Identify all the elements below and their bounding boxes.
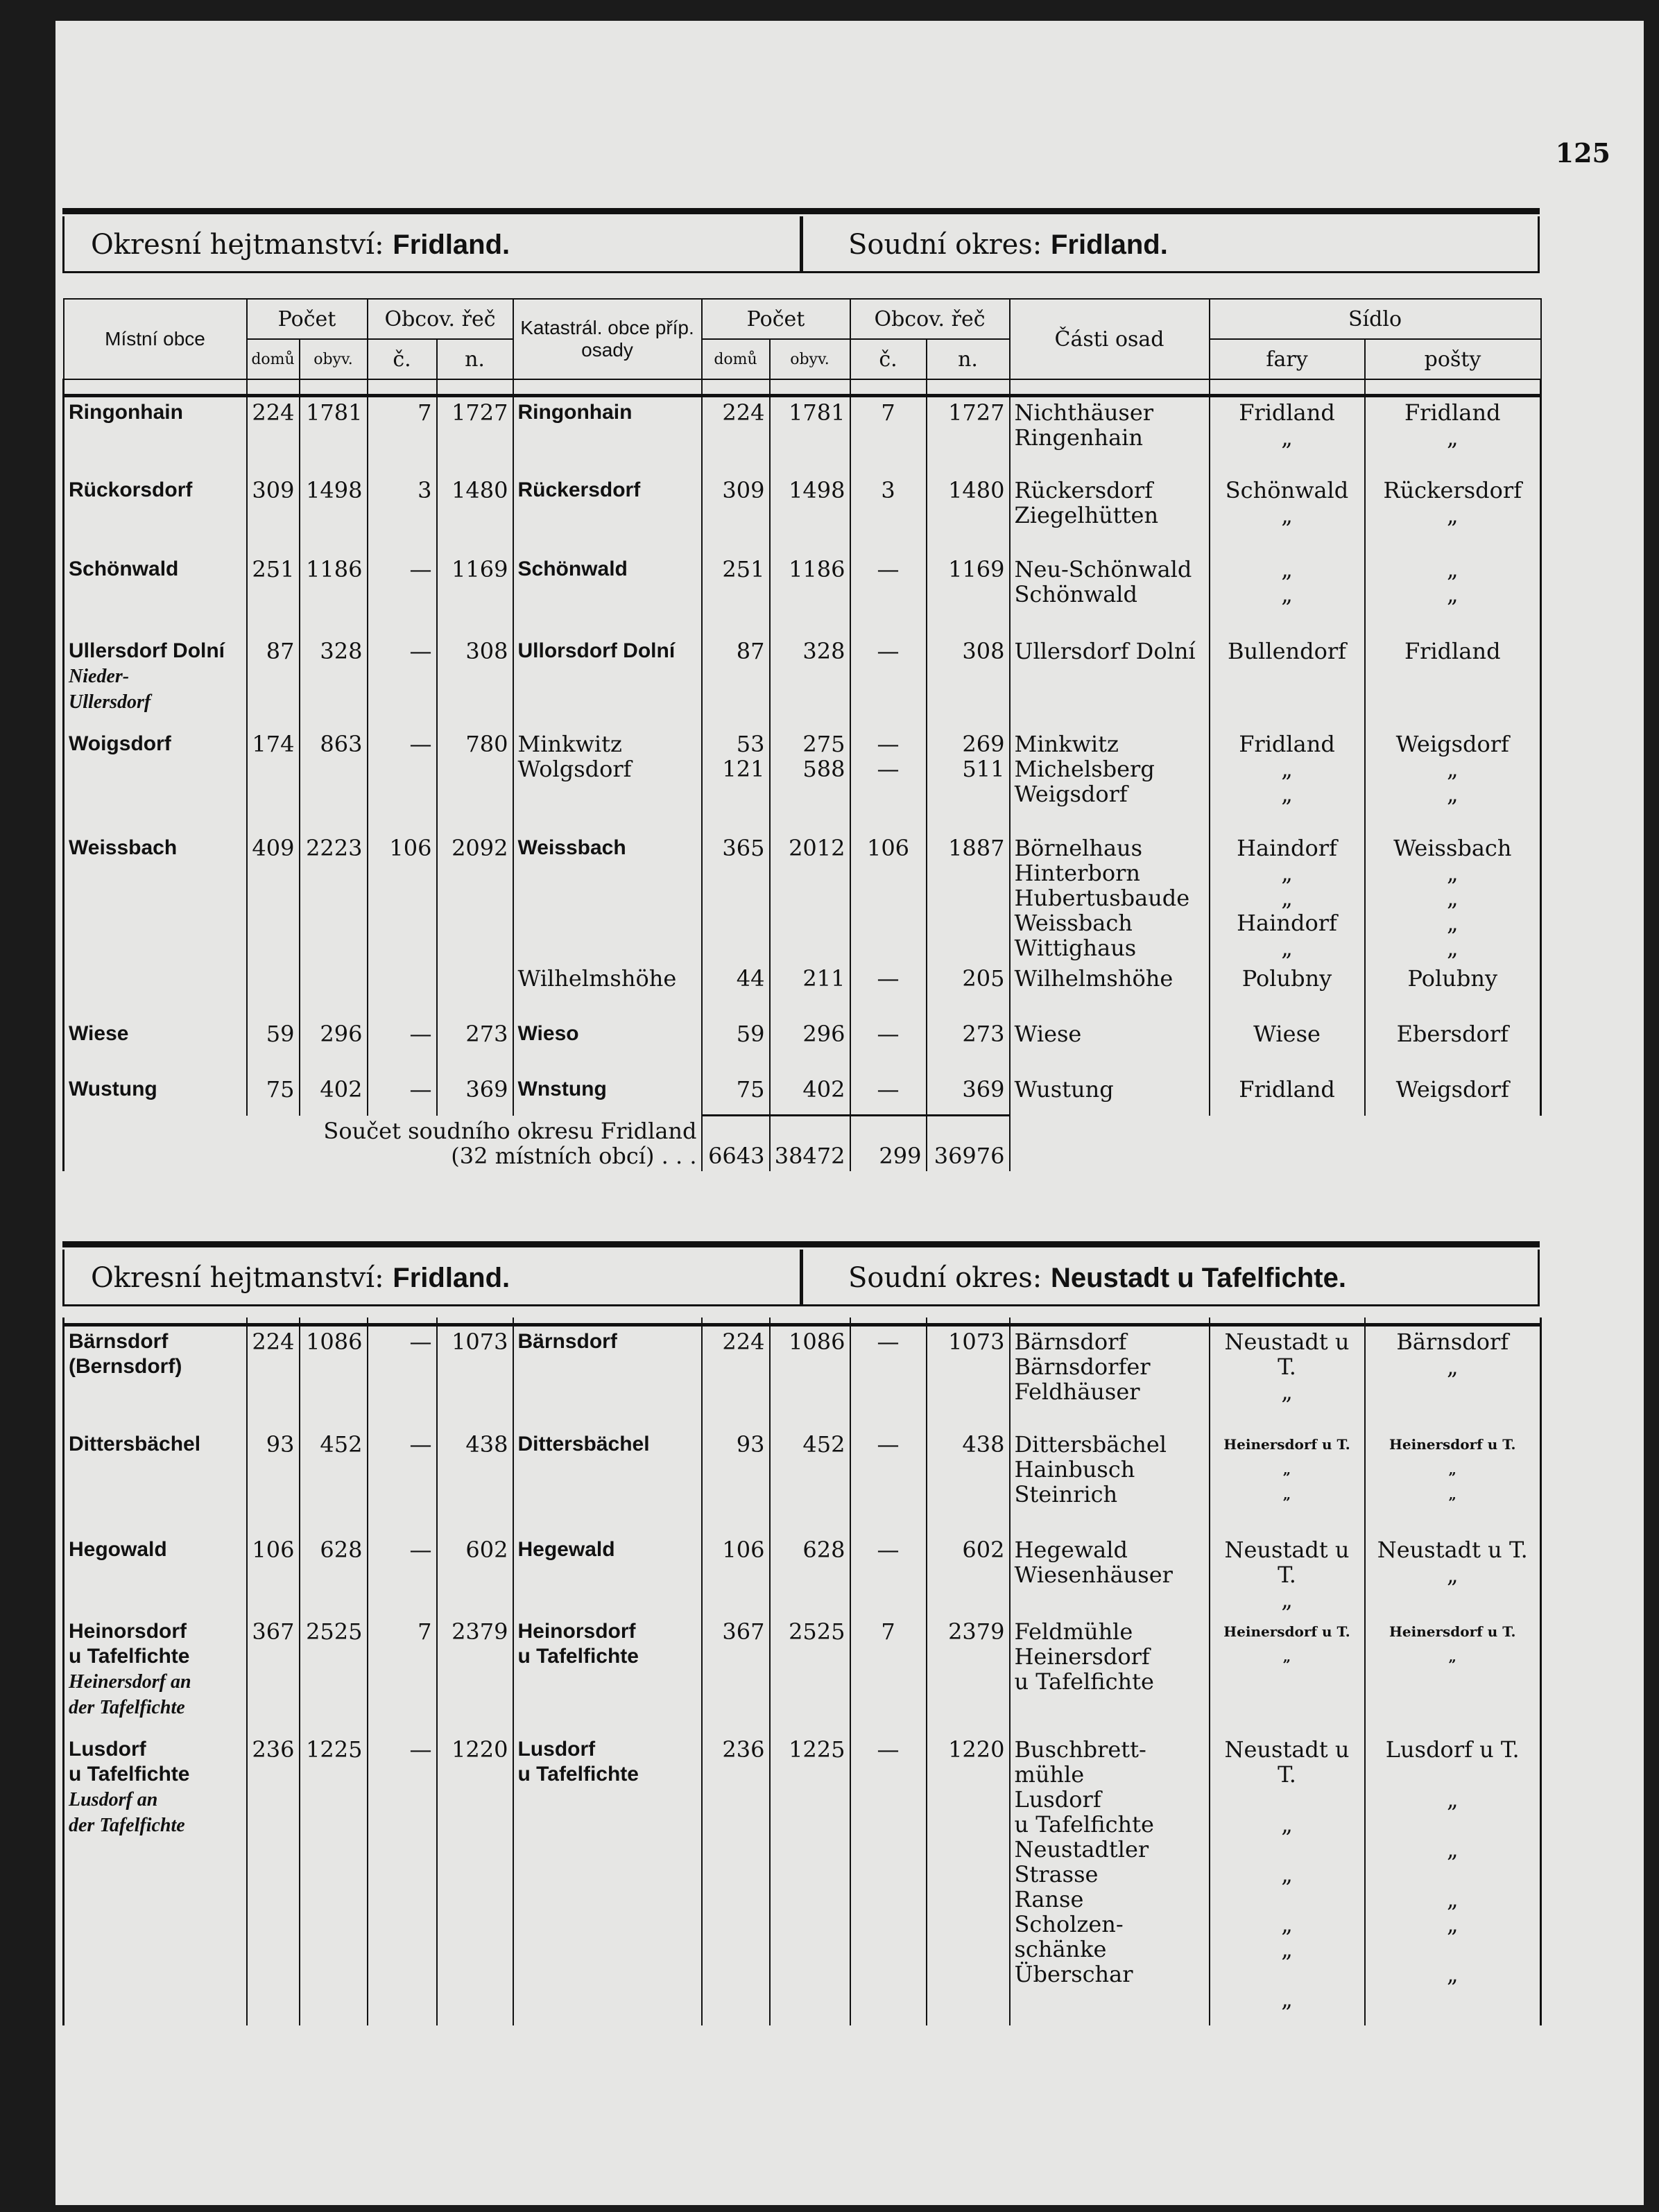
population-count: 2525 bbox=[300, 1616, 368, 1734]
post-office-seat: Bärnsdorf „ bbox=[1365, 1325, 1541, 1429]
settlement-parts: Buschbrett- mühle Lusdorf u Tafelfichte Neustadtler Strasse Ranse Scholzen- schänke Überschar bbox=[1010, 1734, 1210, 2025]
divider bbox=[800, 1250, 803, 1306]
german-speakers: 369 bbox=[437, 1074, 513, 1116]
cadastral-german: 1887 bbox=[927, 833, 1010, 963]
post-office-seat: „ „ bbox=[1365, 554, 1541, 636]
cadastral-houses: 75 bbox=[702, 1074, 770, 1116]
settlement-parts: Bärnsdorf Bärnsdorfer Feldhäuser bbox=[1010, 1325, 1210, 1429]
german-speakers: 780 bbox=[437, 729, 513, 833]
sum-czech: 299 bbox=[850, 1116, 927, 1171]
sum-houses: 6643 bbox=[702, 1116, 770, 1171]
table-body bbox=[64, 1317, 1541, 2025]
parish-seat: Fridland „ „ bbox=[1210, 729, 1365, 833]
parish-seat: Wiese bbox=[1210, 1019, 1365, 1074]
cadastral-houses: 106 bbox=[702, 1535, 770, 1616]
cadastral-name: Wilhelmshöhe bbox=[513, 963, 702, 1019]
parish-seat: Bullendorf bbox=[1210, 636, 1365, 729]
table-row bbox=[64, 1535, 1541, 1616]
header-pocet: Počet bbox=[702, 299, 850, 339]
population-count: 1781 bbox=[300, 396, 368, 475]
cadastral-houses: 87 bbox=[702, 636, 770, 729]
obec-name bbox=[64, 1325, 247, 1429]
table-row bbox=[64, 1734, 1541, 2025]
parish-seat: Schönwald „ bbox=[1210, 475, 1365, 554]
population-count bbox=[300, 963, 368, 1019]
cadastral-population: 1086 bbox=[770, 1325, 850, 1429]
obec-name bbox=[64, 1734, 247, 2025]
houses-count: 93 bbox=[247, 1429, 300, 1535]
czech-speakers: 7 bbox=[368, 396, 437, 475]
czech-speakers: — bbox=[368, 729, 437, 833]
post-office-seat: Fridland „ bbox=[1365, 396, 1541, 475]
header-posty: pošty bbox=[1365, 339, 1541, 379]
settlement-parts: Dittersbächel Hainbusch Steinrich bbox=[1010, 1429, 1210, 1535]
population-count: 1186 bbox=[300, 554, 368, 636]
soudni-label: Soudní okres: bbox=[848, 1262, 1042, 1294]
post-office-seat: Weissbach „ „ „ „ bbox=[1365, 833, 1541, 963]
post-office-seat: Heinersdorf u T. „ bbox=[1365, 1616, 1541, 1734]
cadastral-german: 1727 bbox=[927, 396, 1010, 475]
table-row bbox=[64, 554, 1541, 636]
cadastral-population: 296 bbox=[770, 1019, 850, 1074]
post-office-seat: Fridland bbox=[1365, 636, 1541, 729]
soudni-name: Fridland. bbox=[1050, 230, 1168, 260]
german-speakers: 2379 bbox=[437, 1616, 513, 1734]
houses-count: 409 bbox=[247, 833, 300, 963]
header-fary: fary bbox=[1210, 339, 1365, 379]
sum-row bbox=[64, 1116, 1541, 1171]
table-row bbox=[64, 1019, 1541, 1074]
okres-name: Fridland. bbox=[393, 1263, 510, 1293]
cadastral-german: 269 511 bbox=[927, 729, 1010, 833]
obec-title: Wiese bbox=[69, 1021, 129, 1045]
parish-seat: Fridland „ bbox=[1210, 396, 1365, 475]
houses-count: 251 bbox=[247, 554, 300, 636]
cadastral-czech: 106 bbox=[850, 833, 927, 963]
parish-seat: Neustadt u T. „ bbox=[1210, 1535, 1365, 1616]
obec-title: Lusdorf u Tafelfichte bbox=[69, 1737, 190, 1786]
table-row bbox=[64, 1074, 1541, 1116]
settlement-parts: Neu-Schönwald Schönwald bbox=[1010, 554, 1210, 636]
table-row bbox=[64, 1429, 1541, 1535]
czech-speakers: — bbox=[368, 554, 437, 636]
cadastral-german: 369 bbox=[927, 1074, 1010, 1116]
obec-title: Wustung bbox=[69, 1077, 157, 1100]
divider bbox=[64, 1317, 1541, 1325]
population-count: 402 bbox=[300, 1074, 368, 1116]
page-sheet bbox=[55, 21, 1644, 2205]
parish-seat: „ „ bbox=[1210, 554, 1365, 636]
german-speakers: 438 bbox=[437, 1429, 513, 1535]
cadastral-houses: 59 bbox=[702, 1019, 770, 1074]
houses-count: 309 bbox=[247, 475, 300, 554]
obec-german-name: Nieder- Ullersdorf bbox=[69, 665, 151, 713]
obec-title: Bärnsdorf (Bernsdorf) bbox=[69, 1330, 182, 1378]
obec-name bbox=[64, 1616, 247, 1734]
cadastral-population: 2012 bbox=[770, 833, 850, 963]
sum-label: Součet soudního okresu Fridland (32 místních obcí) . . . bbox=[64, 1116, 702, 1171]
table-row bbox=[64, 636, 1541, 729]
cadastral-houses: 367 bbox=[702, 1616, 770, 1734]
post-office-seat: Weigsdorf „ „ bbox=[1365, 729, 1541, 833]
cadastral-name: Wnstung bbox=[513, 1074, 702, 1116]
header-pocet: Počet bbox=[247, 299, 368, 339]
obec-title: Hegowald bbox=[69, 1537, 167, 1561]
german-speakers: 2092 bbox=[437, 833, 513, 963]
cadastral-czech: 3 bbox=[850, 475, 927, 554]
header-c: č. bbox=[850, 339, 927, 379]
obec-name bbox=[64, 636, 247, 729]
cadastral-german: 1480 bbox=[927, 475, 1010, 554]
german-speakers: 1220 bbox=[437, 1734, 513, 2025]
obec-title: Ullersdorf Dolní bbox=[69, 639, 225, 662]
cadastral-czech: — — bbox=[850, 729, 927, 833]
cadastral-houses: 93 bbox=[702, 1429, 770, 1535]
soudni-name: Neustadt u Tafelfichte. bbox=[1050, 1263, 1346, 1293]
cadastral-czech: — bbox=[850, 1074, 927, 1116]
cadastral-name: Heinorsdorf u Tafelfichte bbox=[513, 1616, 702, 1734]
settlement-parts: Börnelhaus Hinterborn Hubertusbaude Weissbach Wittighaus bbox=[1010, 833, 1210, 963]
header-casti-osad: Části osad bbox=[1010, 299, 1210, 379]
divider bbox=[62, 1241, 1540, 1247]
population-count: 1498 bbox=[300, 475, 368, 554]
czech-speakers: — bbox=[368, 1734, 437, 2025]
post-office-seat: Ebersdorf bbox=[1365, 1019, 1541, 1074]
table-row bbox=[64, 963, 1541, 1019]
post-office-seat: Polubny bbox=[1365, 963, 1541, 1019]
cadastral-name: Minkwitz Wolgsdorf bbox=[513, 729, 702, 833]
cadastral-german: 273 bbox=[927, 1019, 1010, 1074]
settlement-parts: Ullersdorf Dolní bbox=[1010, 636, 1210, 729]
czech-speakers: — bbox=[368, 1429, 437, 1535]
cadastral-houses: 251 bbox=[702, 554, 770, 636]
houses-count: 224 bbox=[247, 396, 300, 475]
population-count: 296 bbox=[300, 1019, 368, 1074]
header-obcov-rec: Obcov. řeč bbox=[368, 299, 513, 339]
district-header bbox=[62, 1250, 1540, 1306]
czech-speakers: — bbox=[368, 1325, 437, 1429]
population-count: 1086 bbox=[300, 1325, 368, 1429]
parish-seat: Heinersdorf u T. „ bbox=[1210, 1616, 1365, 1734]
cadastral-name: Rückersdorf bbox=[513, 475, 702, 554]
czech-speakers: — bbox=[368, 636, 437, 729]
cadastral-population: 328 bbox=[770, 636, 850, 729]
houses-count bbox=[247, 963, 300, 1019]
czech-speakers: — bbox=[368, 1074, 437, 1116]
cadastral-czech: 7 bbox=[850, 396, 927, 475]
post-office-seat: Rückersdorf „ bbox=[1365, 475, 1541, 554]
obec-name bbox=[64, 833, 247, 963]
obec-name bbox=[64, 1535, 247, 1616]
settlement-parts: Wilhelmshöhe bbox=[1010, 963, 1210, 1019]
houses-count: 87 bbox=[247, 636, 300, 729]
obec-german-name: Lusdorf an der Tafelfichte bbox=[69, 1788, 185, 1836]
cadastral-name: Hegewald bbox=[513, 1535, 702, 1616]
obec-name bbox=[64, 1019, 247, 1074]
cadastral-houses: 224 bbox=[702, 396, 770, 475]
settlement-parts: Rückersdorf Ziegelhütten bbox=[1010, 475, 1210, 554]
page-number: 125 bbox=[1555, 137, 1610, 169]
table-row bbox=[64, 729, 1541, 833]
cadastral-name: Bärnsdorf bbox=[513, 1325, 702, 1429]
header-obyv: obyv. bbox=[770, 339, 850, 379]
settlement-parts: Wiese bbox=[1010, 1019, 1210, 1074]
german-speakers: 308 bbox=[437, 636, 513, 729]
obec-german-name: Heinersdorf an der Tafelfichte bbox=[69, 1670, 191, 1718]
german-speakers: 1480 bbox=[437, 475, 513, 554]
population-count: 863 bbox=[300, 729, 368, 833]
cadastral-population: 211 bbox=[770, 963, 850, 1019]
cadastral-population: 628 bbox=[770, 1535, 850, 1616]
cadastral-population: 2525 bbox=[770, 1616, 850, 1734]
header-sidlo: Sídlo bbox=[1210, 299, 1541, 339]
cadastral-name: Weissbach bbox=[513, 833, 702, 963]
cadastral-czech: — bbox=[850, 554, 927, 636]
houses-count: 224 bbox=[247, 1325, 300, 1429]
header-c: č. bbox=[368, 339, 437, 379]
cadastral-houses: 236 bbox=[702, 1734, 770, 2025]
german-speakers: 273 bbox=[437, 1019, 513, 1074]
obec-title: Heinorsdorf u Tafelfichte bbox=[69, 1619, 190, 1668]
population-count: 2223 bbox=[300, 833, 368, 963]
german-speakers: 1169 bbox=[437, 554, 513, 636]
cadastral-czech: — bbox=[850, 1019, 927, 1074]
obec-name bbox=[64, 963, 247, 1019]
cadastral-german: 438 bbox=[927, 1429, 1010, 1535]
sum-population: 38472 bbox=[770, 1116, 850, 1171]
cadastral-german: 602 bbox=[927, 1535, 1010, 1616]
settlement-parts: Nichthäuser Ringenhain bbox=[1010, 396, 1210, 475]
okres-label: Okresní hejtmanství: bbox=[91, 229, 384, 261]
cadastral-houses: 53 121 bbox=[702, 729, 770, 833]
table-row bbox=[64, 396, 1541, 475]
obec-name bbox=[64, 1074, 247, 1116]
table-body bbox=[64, 379, 1541, 1171]
cadastral-population: 1498 bbox=[770, 475, 850, 554]
cadastral-houses: 365 bbox=[702, 833, 770, 963]
parish-seat: Neustadt u T. „ „ „ „ „ bbox=[1210, 1734, 1365, 2025]
houses-count: 59 bbox=[247, 1019, 300, 1074]
table-row bbox=[64, 475, 1541, 554]
cadastral-name: Wieso bbox=[513, 1019, 702, 1074]
obec-title: Ringonhain bbox=[69, 401, 183, 424]
cadastral-name: Schönwald bbox=[513, 554, 702, 636]
czech-speakers bbox=[368, 963, 437, 1019]
cadastral-houses: 224 bbox=[702, 1325, 770, 1429]
district-header bbox=[62, 216, 1540, 273]
post-office-seat: Lusdorf u T. „ „ „ „ „ bbox=[1365, 1734, 1541, 2025]
obec-title: Rückorsdorf bbox=[69, 478, 193, 501]
houses-count: 367 bbox=[247, 1616, 300, 1734]
okres-name: Fridland. bbox=[393, 230, 510, 260]
parish-seat: Polubny bbox=[1210, 963, 1365, 1019]
obec-title: Schönwald bbox=[69, 557, 179, 580]
population-count: 452 bbox=[300, 1429, 368, 1535]
cadastral-houses: 44 bbox=[702, 963, 770, 1019]
soudni-label: Soudní okres: bbox=[848, 229, 1042, 261]
houses-count: 106 bbox=[247, 1535, 300, 1616]
population-count: 1225 bbox=[300, 1734, 368, 2025]
post-office-seat: Heinersdorf u T. „ „ bbox=[1365, 1429, 1541, 1535]
czech-speakers: 3 bbox=[368, 475, 437, 554]
czech-speakers: 7 bbox=[368, 1616, 437, 1734]
census-table bbox=[62, 298, 1542, 1171]
cadastral-german: 1220 bbox=[927, 1734, 1010, 2025]
german-speakers: 602 bbox=[437, 1535, 513, 1616]
header-obyv: obyv. bbox=[300, 339, 368, 379]
houses-count: 236 bbox=[247, 1734, 300, 2025]
cadastral-houses: 309 bbox=[702, 475, 770, 554]
header-katastral: Katastrál. obce příp. osady bbox=[513, 299, 702, 379]
obec-name bbox=[64, 396, 247, 475]
cadastral-population: 275 588 bbox=[770, 729, 850, 833]
post-office-seat: Weigsdorf bbox=[1365, 1074, 1541, 1116]
cadastral-german: 1073 bbox=[927, 1325, 1010, 1429]
cadastral-german: 2379 bbox=[927, 1616, 1010, 1734]
sum-german: 36976 bbox=[927, 1116, 1010, 1171]
cadastral-czech: — bbox=[850, 1429, 927, 1535]
divider bbox=[800, 216, 803, 273]
cadastral-population: 1781 bbox=[770, 396, 850, 475]
cadastral-czech: — bbox=[850, 636, 927, 729]
table-row bbox=[64, 833, 1541, 963]
table-row bbox=[64, 1616, 1541, 1734]
parish-seat: Haindorf „ „ Haindorf „ bbox=[1210, 833, 1365, 963]
cadastral-population: 402 bbox=[770, 1074, 850, 1116]
obec-name bbox=[64, 1429, 247, 1535]
settlement-parts: Wustung bbox=[1010, 1074, 1210, 1116]
cadastral-german: 205 bbox=[927, 963, 1010, 1019]
cadastral-population: 452 bbox=[770, 1429, 850, 1535]
czech-speakers: 106 bbox=[368, 833, 437, 963]
cadastral-czech: 7 bbox=[850, 1616, 927, 1734]
cadastral-czech: — bbox=[850, 1734, 927, 2025]
population-count: 328 bbox=[300, 636, 368, 729]
obec-title: Weissbach bbox=[69, 836, 178, 859]
cadastral-name: Dittersbächel bbox=[513, 1429, 702, 1535]
divider bbox=[64, 379, 1541, 396]
okres-label: Okresní hejtmanství: bbox=[91, 1262, 384, 1294]
cadastral-name: Ringonhain bbox=[513, 396, 702, 475]
cadastral-german: 1169 bbox=[927, 554, 1010, 636]
houses-count: 75 bbox=[247, 1074, 300, 1116]
parish-seat: Heinersdorf u T. „ „ bbox=[1210, 1429, 1365, 1535]
cadastral-czech: — bbox=[850, 1535, 927, 1616]
header-mistni-obce: Místní obce bbox=[64, 299, 247, 379]
header-domu: domů bbox=[702, 339, 770, 379]
header-n: n. bbox=[437, 339, 513, 379]
obec-title: Woigsdorf bbox=[69, 732, 171, 755]
post-office-seat: Neustadt u T. „ bbox=[1365, 1535, 1541, 1616]
table-row bbox=[64, 1325, 1541, 1429]
czech-speakers: — bbox=[368, 1535, 437, 1616]
divider bbox=[62, 208, 1540, 214]
german-speakers: 1073 bbox=[437, 1325, 513, 1429]
cadastral-czech: — bbox=[850, 963, 927, 1019]
german-speakers bbox=[437, 963, 513, 1019]
header-domu: domů bbox=[247, 339, 300, 379]
header-obcov-rec: Obcov. řeč bbox=[850, 299, 1010, 339]
obec-name bbox=[64, 475, 247, 554]
cadastral-czech: — bbox=[850, 1325, 927, 1429]
settlement-parts: Feldmühle Heinersdorf u Tafelfichte bbox=[1010, 1616, 1210, 1734]
cadastral-german: 308 bbox=[927, 636, 1010, 729]
census-table bbox=[62, 1317, 1542, 2025]
settlement-parts: Hegewald Wiesenhäuser bbox=[1010, 1535, 1210, 1616]
parish-seat: Neustadt u T. „ bbox=[1210, 1325, 1365, 1429]
cadastral-name: Lusdorf u Tafelfichte bbox=[513, 1734, 702, 2025]
houses-count: 174 bbox=[247, 729, 300, 833]
obec-title: Dittersbächel bbox=[69, 1432, 201, 1455]
cadastral-name: Ullorsdorf Dolní bbox=[513, 636, 702, 729]
cadastral-population: 1225 bbox=[770, 1734, 850, 2025]
population-count: 628 bbox=[300, 1535, 368, 1616]
obec-name bbox=[64, 554, 247, 636]
obec-name bbox=[64, 729, 247, 833]
header-n: n. bbox=[927, 339, 1010, 379]
czech-speakers: — bbox=[368, 1019, 437, 1074]
cadastral-population: 1186 bbox=[770, 554, 850, 636]
settlement-parts: Minkwitz Michelsberg Weigsdorf bbox=[1010, 729, 1210, 833]
parish-seat: Fridland bbox=[1210, 1074, 1365, 1116]
german-speakers: 1727 bbox=[437, 396, 513, 475]
